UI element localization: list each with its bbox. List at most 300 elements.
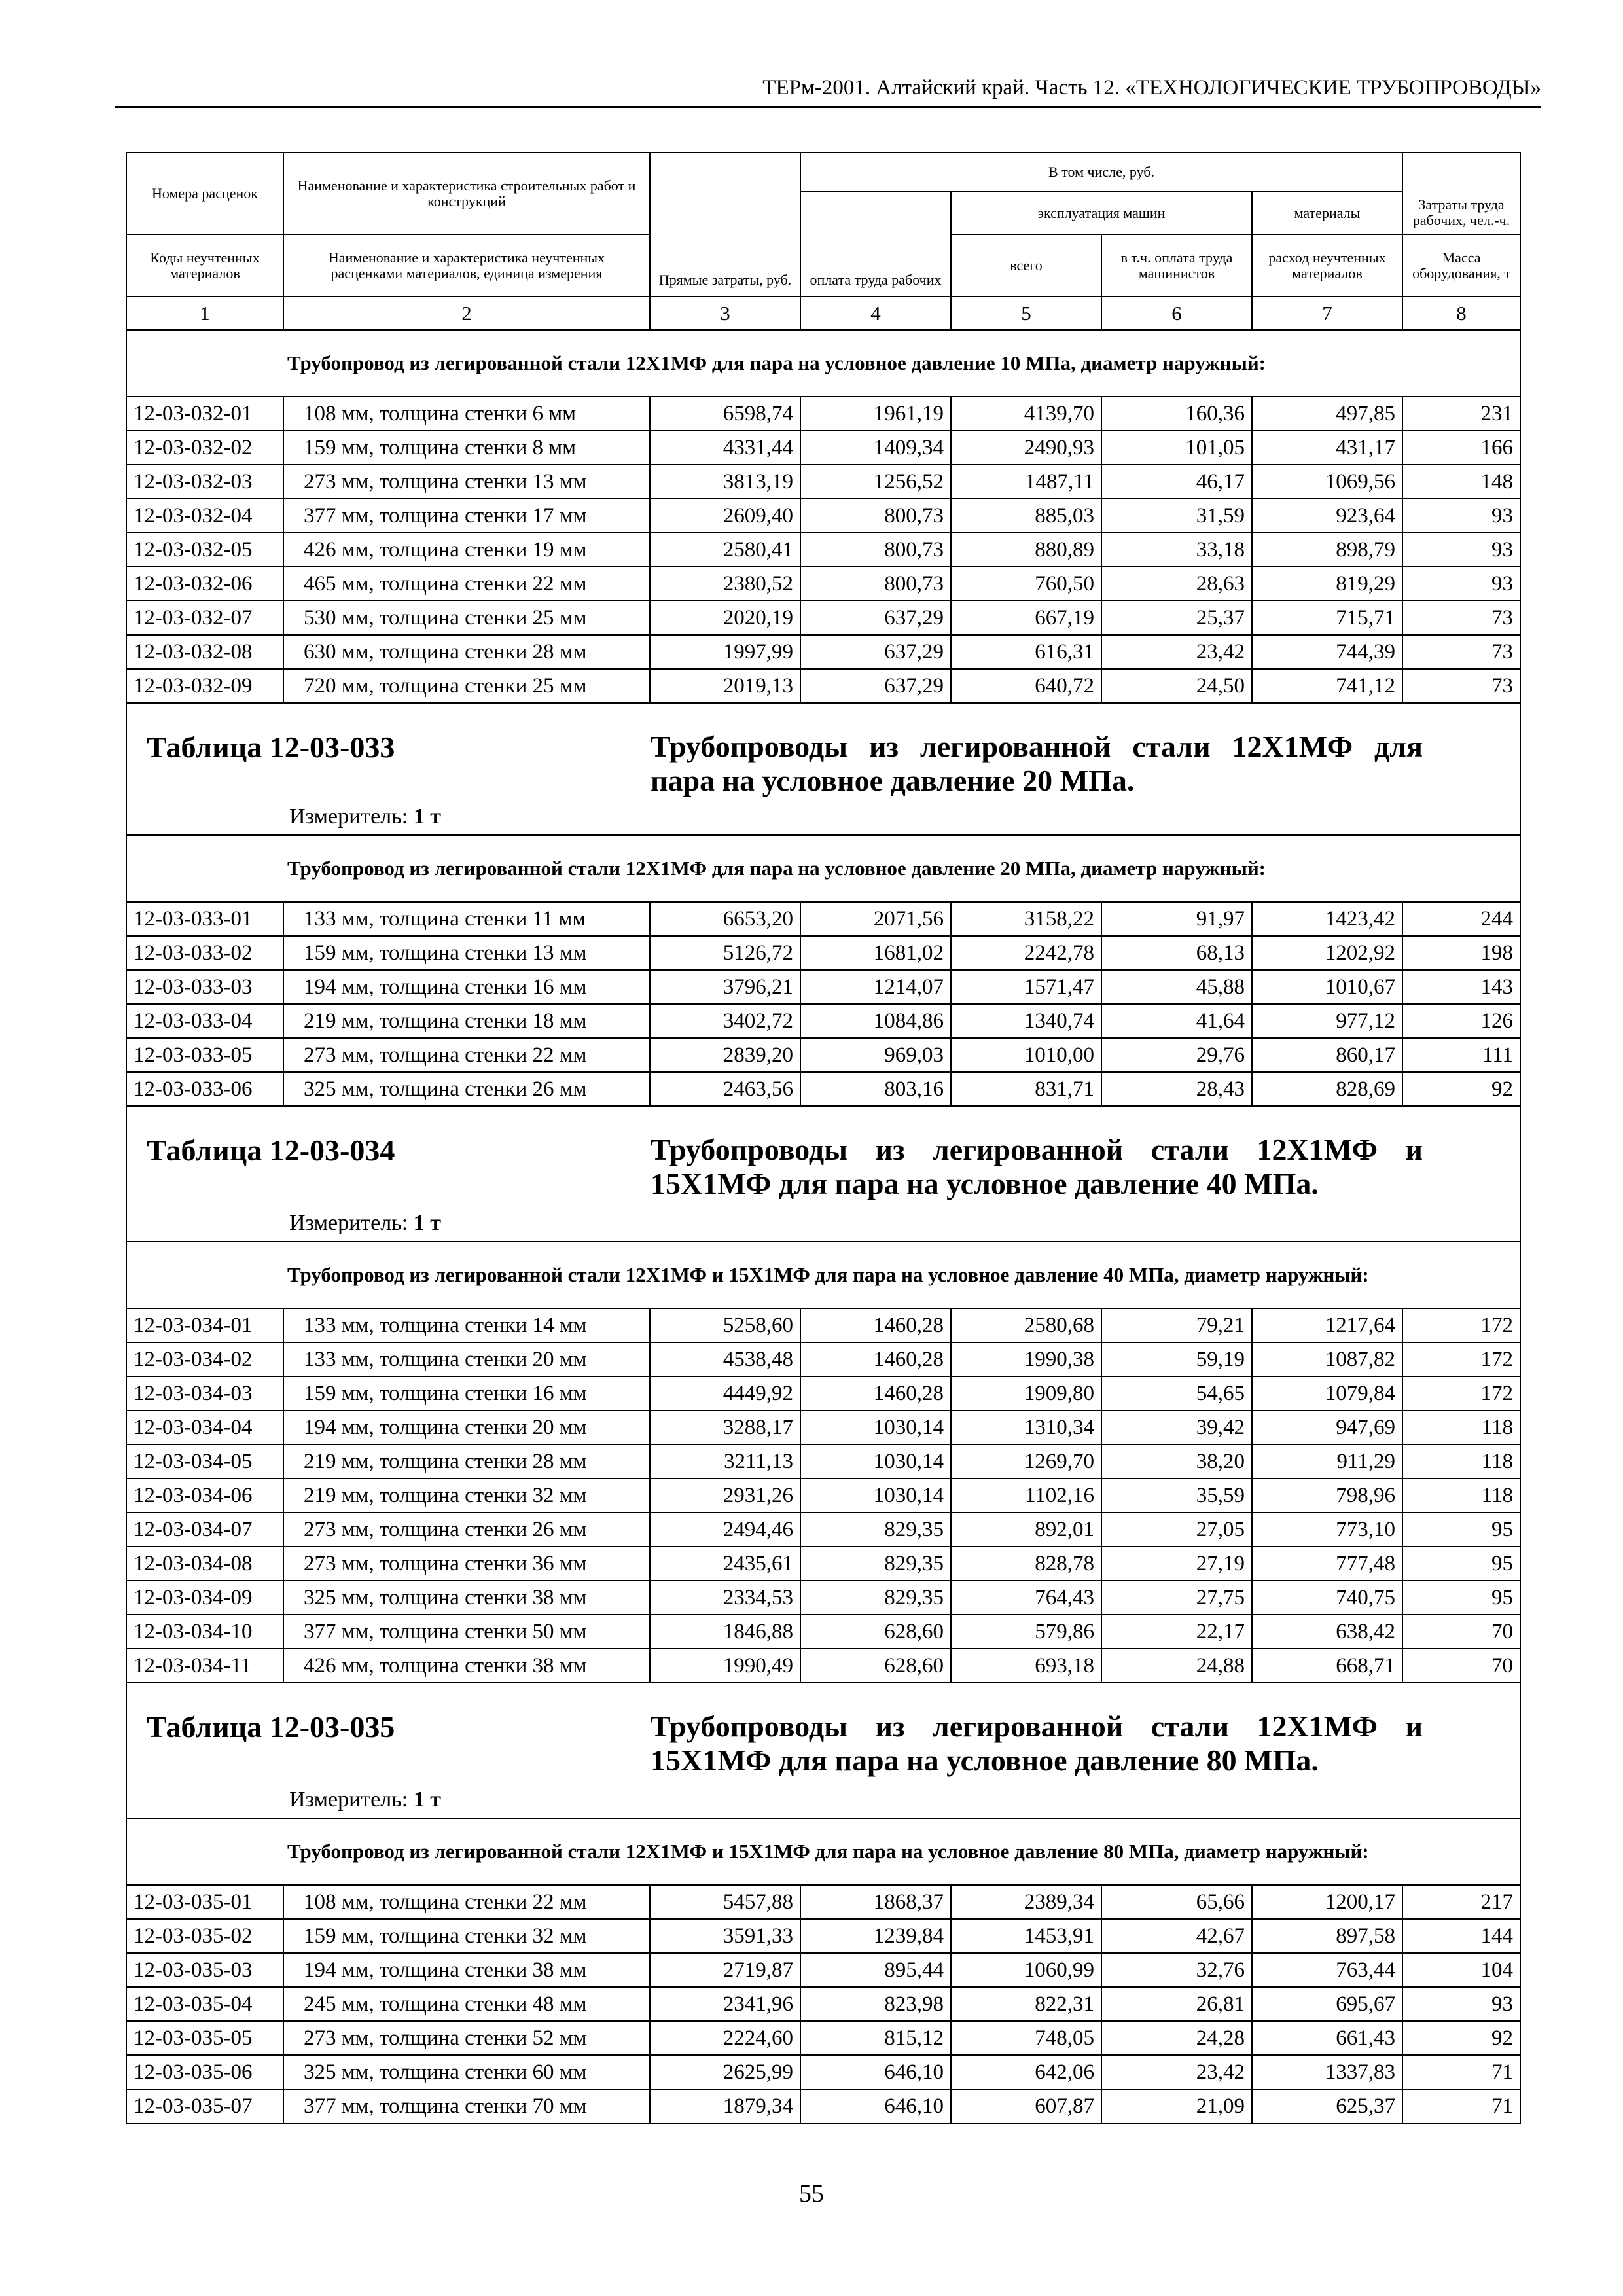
- direct-costs-cell: 2931,26: [650, 1479, 800, 1513]
- rate-code-cell: 12-03-032-04: [126, 499, 283, 533]
- machines-total-cell: 1453,91: [951, 1919, 1101, 1953]
- measure-label: Измеритель:: [289, 804, 408, 829]
- wages-cell: 646,10: [800, 2055, 951, 2089]
- table-row: [126, 1547, 1520, 1581]
- measure-label: Измеритель:: [289, 1787, 408, 1812]
- rate-code-cell: 12-03-034-08: [126, 1547, 283, 1581]
- direct-costs-cell: 2019,13: [650, 669, 800, 703]
- direct-costs-cell: 2609,40: [650, 499, 800, 533]
- measure-value: 1 т: [413, 1787, 441, 1812]
- rate-code-cell: 12-03-032-06: [126, 567, 283, 601]
- direct-costs-cell: 5126,72: [650, 936, 800, 970]
- materials-cell: 977,12: [1252, 1004, 1402, 1038]
- labor-costs-cell: 166: [1402, 431, 1520, 465]
- rate-code-cell: 12-03-034-05: [126, 1444, 283, 1479]
- table-title: Трубопроводы из легированной стали 12Х1МФ и 15Х1МФ для пара на условное давление 80 МПа.: [651, 1710, 1423, 1777]
- wages-cell: 637,29: [800, 635, 951, 669]
- machinists-wages-cell: 42,67: [1101, 1919, 1252, 1953]
- wages-cell: 628,60: [800, 1615, 951, 1649]
- materials-cell: 1087,82: [1252, 1342, 1402, 1376]
- wages-cell: 800,73: [800, 533, 951, 567]
- work-name-cell: 325 мм, толщина стенки 38 мм: [283, 1581, 650, 1615]
- direct-costs-cell: 2494,46: [650, 1513, 800, 1547]
- group-spacer: [126, 1818, 283, 1885]
- machinists-wages-cell: 22,17: [1101, 1615, 1252, 1649]
- col-number: 5: [951, 296, 1101, 330]
- rate-code-cell: 12-03-032-03: [126, 465, 283, 499]
- machinists-wages-cell: 24,28: [1101, 2021, 1252, 2055]
- labor-costs-cell: 118: [1402, 1444, 1520, 1479]
- wages-cell: 1030,14: [800, 1479, 951, 1513]
- wages-cell: 1214,07: [800, 970, 951, 1004]
- machines-total-cell: 764,43: [951, 1581, 1101, 1615]
- machines-total-cell: 642,06: [951, 2055, 1101, 2089]
- materials-cell: 923,64: [1252, 499, 1402, 533]
- labor-costs-cell: 73: [1402, 635, 1520, 669]
- wages-cell: 2071,56: [800, 902, 951, 936]
- direct-costs-cell: 4449,92: [650, 1376, 800, 1410]
- rate-code-cell: 12-03-033-05: [126, 1038, 283, 1072]
- machinists-wages-cell: 54,65: [1101, 1376, 1252, 1410]
- rate-code-cell: 12-03-034-03: [126, 1376, 283, 1410]
- table-row: [126, 431, 1520, 465]
- materials-cell: 763,44: [1252, 1953, 1402, 1987]
- table-row: [126, 499, 1520, 533]
- table-row: [126, 1038, 1520, 1072]
- machines-total-cell: 892,01: [951, 1513, 1101, 1547]
- machines-total-cell: 579,86: [951, 1615, 1101, 1649]
- group-header-row: [126, 835, 1520, 902]
- rate-code-cell: 12-03-033-03: [126, 970, 283, 1004]
- direct-costs-cell: 2839,20: [650, 1038, 800, 1072]
- wages-cell: 1460,28: [800, 1376, 951, 1410]
- labor-costs-cell: 70: [1402, 1615, 1520, 1649]
- table-title: Трубопроводы из легированной стали 12Х1МФ для пара на условное давление 20 МПа.: [651, 730, 1423, 797]
- machines-total-cell: 1571,47: [951, 970, 1101, 1004]
- labor-costs-cell: 231: [1402, 397, 1520, 431]
- wages-cell: 1961,19: [800, 397, 951, 431]
- table-title-row: [126, 703, 1520, 835]
- labor-costs-cell: 217: [1402, 1885, 1520, 1919]
- wages-cell: 1681,02: [800, 936, 951, 970]
- machines-total-cell: 2490,93: [951, 431, 1101, 465]
- rate-code-cell: 12-03-034-09: [126, 1581, 283, 1615]
- materials-cell: 1069,56: [1252, 465, 1402, 499]
- rate-code-cell: 12-03-033-06: [126, 1072, 283, 1106]
- rate-code-cell: 12-03-032-08: [126, 635, 283, 669]
- rate-code-cell: 12-03-034-01: [126, 1308, 283, 1342]
- direct-costs-cell: 2719,87: [650, 1953, 800, 1987]
- wages-cell: 829,35: [800, 1513, 951, 1547]
- machines-total-cell: 1010,00: [951, 1038, 1101, 1072]
- table-row: [126, 1342, 1520, 1376]
- materials-cell: 695,67: [1252, 1987, 1402, 2021]
- table-row: [126, 2089, 1520, 2123]
- labor-costs-cell: 111: [1402, 1038, 1520, 1072]
- work-name-cell: 465 мм, толщина стенки 22 мм: [283, 567, 650, 601]
- direct-costs-cell: 2224,60: [650, 2021, 800, 2055]
- table-row: [126, 2055, 1520, 2089]
- materials-cell: 773,10: [1252, 1513, 1402, 1547]
- work-name-cell: 159 мм, толщина стенки 13 мм: [283, 936, 650, 970]
- group-spacer: [126, 835, 283, 902]
- labor-costs-cell: 143: [1402, 970, 1520, 1004]
- col-work-name-header: Наименование и характеристика строительных работ и конструкций: [283, 152, 650, 234]
- materials-cell: 668,71: [1252, 1649, 1402, 1683]
- machinists-wages-cell: 24,88: [1101, 1649, 1252, 1683]
- work-name-cell: 377 мм, толщина стенки 50 мм: [283, 1615, 650, 1649]
- machinists-wages-cell: 21,09: [1101, 2089, 1252, 2123]
- table-row: [126, 1479, 1520, 1513]
- measure-value: 1 т: [413, 804, 441, 829]
- wages-cell: 1409,34: [800, 431, 951, 465]
- wages-cell: 823,98: [800, 1987, 951, 2021]
- materials-cell: 638,42: [1252, 1615, 1402, 1649]
- materials-cell: 819,29: [1252, 567, 1402, 601]
- labor-costs-cell: 172: [1402, 1376, 1520, 1410]
- machines-total-cell: 822,31: [951, 1987, 1101, 2021]
- materials-cell: 625,37: [1252, 2089, 1402, 2123]
- measure-value: 1 т: [413, 1211, 441, 1235]
- work-name-cell: 159 мм, толщина стенки 32 мм: [283, 1919, 650, 1953]
- machinists-wages-cell: 31,59: [1101, 499, 1252, 533]
- direct-costs-cell: 6653,20: [650, 902, 800, 936]
- labor-costs-cell: 172: [1402, 1308, 1520, 1342]
- col-equipment-mass-header: Масса оборудования, т: [1402, 234, 1520, 296]
- table-row: [126, 635, 1520, 669]
- direct-costs-cell: 2380,52: [650, 567, 800, 601]
- rate-code-cell: 12-03-035-01: [126, 1885, 283, 1919]
- col-material-name-header: Наименование и характеристика неучтенных расценками материалов, единица измерения: [283, 234, 650, 296]
- rate-code-cell: 12-03-034-02: [126, 1342, 283, 1376]
- labor-costs-cell: 92: [1402, 2021, 1520, 2055]
- measure-unit: [289, 1787, 441, 1812]
- table-number: Таблица 12-03-035: [147, 1710, 395, 1744]
- labor-costs-cell: 93: [1402, 1987, 1520, 2021]
- machines-total-cell: 2389,34: [951, 1885, 1101, 1919]
- wages-cell: 1084,86: [800, 1004, 951, 1038]
- rate-code-cell: 12-03-033-01: [126, 902, 283, 936]
- labor-costs-cell: 92: [1402, 1072, 1520, 1106]
- labor-costs-cell: 73: [1402, 669, 1520, 703]
- machinists-wages-cell: 33,18: [1101, 533, 1252, 567]
- work-name-cell: 377 мм, толщина стенки 17 мм: [283, 499, 650, 533]
- rate-code-cell: 12-03-032-02: [126, 431, 283, 465]
- direct-costs-cell: 3211,13: [650, 1444, 800, 1479]
- rate-code-cell: 12-03-032-09: [126, 669, 283, 703]
- labor-costs-cell: 118: [1402, 1410, 1520, 1444]
- wages-cell: 895,44: [800, 1953, 951, 1987]
- materials-cell: 431,17: [1252, 431, 1402, 465]
- machinists-wages-cell: 160,36: [1101, 397, 1252, 431]
- direct-costs-cell: 3288,17: [650, 1410, 800, 1444]
- direct-costs-cell: 2580,41: [650, 533, 800, 567]
- labor-costs-cell: 118: [1402, 1479, 1520, 1513]
- wages-cell: 1239,84: [800, 1919, 951, 1953]
- materials-cell: 740,75: [1252, 1581, 1402, 1615]
- direct-costs-cell: 2625,99: [650, 2055, 800, 2089]
- measure-unit: [289, 1211, 441, 1236]
- machinists-wages-cell: 23,42: [1101, 635, 1252, 669]
- labor-costs-cell: 93: [1402, 499, 1520, 533]
- machines-total-cell: 1487,11: [951, 465, 1101, 499]
- materials-cell: 715,71: [1252, 601, 1402, 635]
- work-name-cell: 273 мм, толщина стенки 52 мм: [283, 2021, 650, 2055]
- machinists-wages-cell: 23,42: [1101, 2055, 1252, 2089]
- work-name-cell: 377 мм, толщина стенки 70 мм: [283, 2089, 650, 2123]
- materials-cell: 828,69: [1252, 1072, 1402, 1106]
- wages-cell: 800,73: [800, 567, 951, 601]
- direct-costs-cell: 3813,19: [650, 465, 800, 499]
- materials-cell: 860,17: [1252, 1038, 1402, 1072]
- machines-total-cell: 1269,70: [951, 1444, 1101, 1479]
- rate-code-cell: 12-03-032-07: [126, 601, 283, 635]
- table-row: [126, 567, 1520, 601]
- direct-costs-cell: 4538,48: [650, 1342, 800, 1376]
- group-title: Трубопровод из легированной стали 12Х1МФ для пара на условное давление 20 МПа, диаметр наружный:: [283, 835, 1520, 902]
- wages-cell: 803,16: [800, 1072, 951, 1106]
- materials-cell: 1202,92: [1252, 936, 1402, 970]
- work-name-cell: 325 мм, толщина стенки 26 мм: [283, 1072, 650, 1106]
- wages-cell: 800,73: [800, 499, 951, 533]
- work-name-cell: 273 мм, толщина стенки 36 мм: [283, 1547, 650, 1581]
- col-machines-total-header: всего: [951, 234, 1101, 296]
- rate-code-cell: 12-03-035-02: [126, 1919, 283, 1953]
- machines-total-cell: 1909,80: [951, 1376, 1101, 1410]
- direct-costs-cell: 2463,56: [650, 1072, 800, 1106]
- col-number: 2: [283, 296, 650, 330]
- wages-cell: 637,29: [800, 669, 951, 703]
- direct-costs-cell: 1997,99: [650, 635, 800, 669]
- wages-cell: 646,10: [800, 2089, 951, 2123]
- work-name-cell: 273 мм, толщина стенки 13 мм: [283, 465, 650, 499]
- materials-cell: 798,96: [1252, 1479, 1402, 1513]
- materials-cell: 1423,42: [1252, 902, 1402, 936]
- work-name-cell: 133 мм, толщина стенки 14 мм: [283, 1308, 650, 1342]
- running-header: ТЕРм-2001. Алтайский край. Часть 12. «ТЕХНОЛОГИЧЕСКИЕ ТРУБОПРОВОДЫ»: [115, 73, 1541, 108]
- direct-costs-cell: 1846,88: [650, 1615, 800, 1649]
- machines-total-cell: 640,72: [951, 669, 1101, 703]
- table-title-row: [126, 1106, 1520, 1242]
- work-name-cell: 273 мм, толщина стенки 22 мм: [283, 1038, 650, 1072]
- machinists-wages-cell: 41,64: [1101, 1004, 1252, 1038]
- rate-code-cell: 12-03-034-07: [126, 1513, 283, 1547]
- table-row: [126, 1376, 1520, 1410]
- labor-costs-cell: 172: [1402, 1342, 1520, 1376]
- col-number: 6: [1101, 296, 1252, 330]
- table-row: [126, 1581, 1520, 1615]
- machinists-wages-cell: 38,20: [1101, 1444, 1252, 1479]
- labor-costs-cell: 104: [1402, 1953, 1520, 1987]
- work-name-cell: 194 мм, толщина стенки 38 мм: [283, 1953, 650, 1987]
- direct-costs-cell: 2334,53: [650, 1581, 800, 1615]
- col-material-consumption-header: расход неучтенных материалов: [1252, 234, 1402, 296]
- labor-costs-cell: 70: [1402, 1649, 1520, 1683]
- table-row: [126, 601, 1520, 635]
- table-row: [126, 1987, 1520, 2021]
- group-spacer: [126, 330, 283, 397]
- machines-header: эксплуатация машин: [951, 192, 1252, 234]
- machines-total-cell: 693,18: [951, 1649, 1101, 1683]
- machinists-wages-cell: 26,81: [1101, 1987, 1252, 2021]
- table-row: [126, 970, 1520, 1004]
- work-name-cell: 219 мм, толщина стенки 32 мм: [283, 1479, 650, 1513]
- machinists-wages-cell: 79,21: [1101, 1308, 1252, 1342]
- col-material-codes-header: Коды неучтенных материалов: [126, 234, 283, 296]
- wages-cell: 1868,37: [800, 1885, 951, 1919]
- labor-costs-cell: 144: [1402, 1919, 1520, 1953]
- work-name-cell: 219 мм, толщина стенки 18 мм: [283, 1004, 650, 1038]
- labor-costs-cell: 71: [1402, 2089, 1520, 2123]
- rates-table: [126, 152, 1521, 2124]
- materials-header: материалы: [1252, 192, 1402, 234]
- labor-costs-cell: 93: [1402, 567, 1520, 601]
- machinists-wages-cell: 24,50: [1101, 669, 1252, 703]
- machines-total-cell: 607,87: [951, 2089, 1101, 2123]
- rate-code-cell: 12-03-033-02: [126, 936, 283, 970]
- machinists-wages-cell: 27,19: [1101, 1547, 1252, 1581]
- table-row: [126, 1513, 1520, 1547]
- labor-costs-cell: 198: [1402, 936, 1520, 970]
- group-title: Трубопровод из легированной стали 12Х1МФ и 15Х1МФ для пара на условное давление 80 МПа, диаметр наружный:: [283, 1818, 1520, 1885]
- group-title: Трубопровод из легированной стали 12Х1МФ для пара на условное давление 10 МПа, диаметр наружный:: [283, 330, 1520, 397]
- machines-total-cell: 885,03: [951, 499, 1101, 533]
- col-labor-costs-header: Затраты труда рабочих, чел.-ч.: [1402, 152, 1520, 234]
- rate-code-cell: 12-03-034-10: [126, 1615, 283, 1649]
- labor-costs-cell: 148: [1402, 465, 1520, 499]
- wages-cell: 1460,28: [800, 1308, 951, 1342]
- machinists-wages-cell: 32,76: [1101, 1953, 1252, 1987]
- col-wages-header: оплата труда рабочих: [800, 192, 951, 296]
- table-row: [126, 1072, 1520, 1106]
- group-header-row: [126, 1242, 1520, 1308]
- table-row: [126, 1308, 1520, 1342]
- direct-costs-cell: 3796,21: [650, 970, 800, 1004]
- machinists-wages-cell: 27,75: [1101, 1581, 1252, 1615]
- col-number: 3: [650, 296, 800, 330]
- machines-total-cell: 1060,99: [951, 1953, 1101, 1987]
- work-name-cell: 219 мм, толщина стенки 28 мм: [283, 1444, 650, 1479]
- work-name-cell: 245 мм, толщина стенки 48 мм: [283, 1987, 650, 2021]
- table-title: Трубопроводы из легированной стали 12Х1МФ и 15Х1МФ для пара на условное давление 40 МПа.: [651, 1133, 1423, 1200]
- rate-code-cell: 12-03-034-04: [126, 1410, 283, 1444]
- rate-code-cell: 12-03-035-06: [126, 2055, 283, 2089]
- table-row: [126, 1004, 1520, 1038]
- machinists-wages-cell: 29,76: [1101, 1038, 1252, 1072]
- work-name-cell: 325 мм, толщина стенки 60 мм: [283, 2055, 650, 2089]
- work-name-cell: 426 мм, толщина стенки 19 мм: [283, 533, 650, 567]
- materials-cell: 1079,84: [1252, 1376, 1402, 1410]
- col-number: 1: [126, 296, 283, 330]
- rate-code-cell: 12-03-035-07: [126, 2089, 283, 2123]
- table-row: [126, 1919, 1520, 1953]
- direct-costs-cell: 2341,96: [650, 1987, 800, 2021]
- work-name-cell: 108 мм, толщина стенки 6 мм: [283, 397, 650, 431]
- labor-costs-cell: 73: [1402, 601, 1520, 635]
- measure-unit: [289, 804, 441, 829]
- table-number: Таблица 12-03-034: [147, 1134, 395, 1167]
- machinists-wages-cell: 27,05: [1101, 1513, 1252, 1547]
- machines-total-cell: 3158,22: [951, 902, 1101, 936]
- col-number: 8: [1402, 296, 1520, 330]
- machines-total-cell: 828,78: [951, 1547, 1101, 1581]
- table-row: [126, 1410, 1520, 1444]
- wages-cell: 815,12: [800, 2021, 951, 2055]
- machines-total-cell: 1340,74: [951, 1004, 1101, 1038]
- work-name-cell: 159 мм, толщина стенки 8 мм: [283, 431, 650, 465]
- table-row: [126, 1615, 1520, 1649]
- wages-cell: 1030,14: [800, 1444, 951, 1479]
- table-row: [126, 1953, 1520, 1987]
- materials-cell: 497,85: [1252, 397, 1402, 431]
- group-header-row: [126, 330, 1520, 397]
- rate-code-cell: 12-03-035-05: [126, 2021, 283, 2055]
- labor-costs-cell: 95: [1402, 1513, 1520, 1547]
- direct-costs-cell: 5258,60: [650, 1308, 800, 1342]
- page-number: 55: [799, 2180, 824, 2208]
- table-row: [126, 465, 1520, 499]
- machinists-wages-cell: 46,17: [1101, 465, 1252, 499]
- machinists-wages-cell: 101,05: [1101, 431, 1252, 465]
- group-spacer: [126, 1242, 283, 1308]
- rate-code-cell: 12-03-032-05: [126, 533, 283, 567]
- wages-cell: 829,35: [800, 1547, 951, 1581]
- work-name-cell: 133 мм, толщина стенки 11 мм: [283, 902, 650, 936]
- labor-costs-cell: 126: [1402, 1004, 1520, 1038]
- direct-costs-cell: 3402,72: [650, 1004, 800, 1038]
- direct-costs-cell: 1879,34: [650, 2089, 800, 2123]
- group-header-row: [126, 1818, 1520, 1885]
- work-name-cell: 630 мм, толщина стенки 28 мм: [283, 635, 650, 669]
- machinists-wages-cell: 65,66: [1101, 1885, 1252, 1919]
- wages-cell: 628,60: [800, 1649, 951, 1683]
- wages-cell: 1030,14: [800, 1410, 951, 1444]
- col-number: 7: [1252, 296, 1402, 330]
- labor-costs-cell: 244: [1402, 902, 1520, 936]
- wages-cell: 637,29: [800, 601, 951, 635]
- direct-costs-cell: 6598,74: [650, 397, 800, 431]
- machinists-wages-cell: 68,13: [1101, 936, 1252, 970]
- table-number: Таблица 12-03-033: [147, 730, 395, 764]
- machines-total-cell: 1990,38: [951, 1342, 1101, 1376]
- table-row: [126, 397, 1520, 431]
- machinists-wages-cell: 25,37: [1101, 601, 1252, 635]
- wages-cell: 1460,28: [800, 1342, 951, 1376]
- col-direct-costs-header: Прямые затраты, руб.: [650, 152, 800, 296]
- direct-costs-cell: 5457,88: [650, 1885, 800, 1919]
- machinists-wages-cell: 45,88: [1101, 970, 1252, 1004]
- materials-cell: 897,58: [1252, 1919, 1402, 1953]
- materials-cell: 777,48: [1252, 1547, 1402, 1581]
- work-name-cell: 720 мм, толщина стенки 25 мм: [283, 669, 650, 703]
- col-number: 4: [800, 296, 951, 330]
- materials-cell: 744,39: [1252, 635, 1402, 669]
- wages-cell: 1256,52: [800, 465, 951, 499]
- materials-cell: 1217,64: [1252, 1308, 1402, 1342]
- col-machinists-wages-header: в т.ч. оплата труда машинистов: [1101, 234, 1252, 296]
- measure-label: Измеритель:: [289, 1211, 408, 1235]
- machinists-wages-cell: 39,42: [1101, 1410, 1252, 1444]
- table-title-row: [126, 1683, 1520, 1818]
- machines-total-cell: 2242,78: [951, 936, 1101, 970]
- labor-costs-cell: 95: [1402, 1547, 1520, 1581]
- materials-cell: 898,79: [1252, 533, 1402, 567]
- work-name-cell: 194 мм, толщина стенки 16 мм: [283, 970, 650, 1004]
- machines-total-cell: 1102,16: [951, 1479, 1101, 1513]
- machines-total-cell: 831,71: [951, 1072, 1101, 1106]
- machines-total-cell: 2580,68: [951, 1308, 1101, 1342]
- labor-costs-cell: 71: [1402, 2055, 1520, 2089]
